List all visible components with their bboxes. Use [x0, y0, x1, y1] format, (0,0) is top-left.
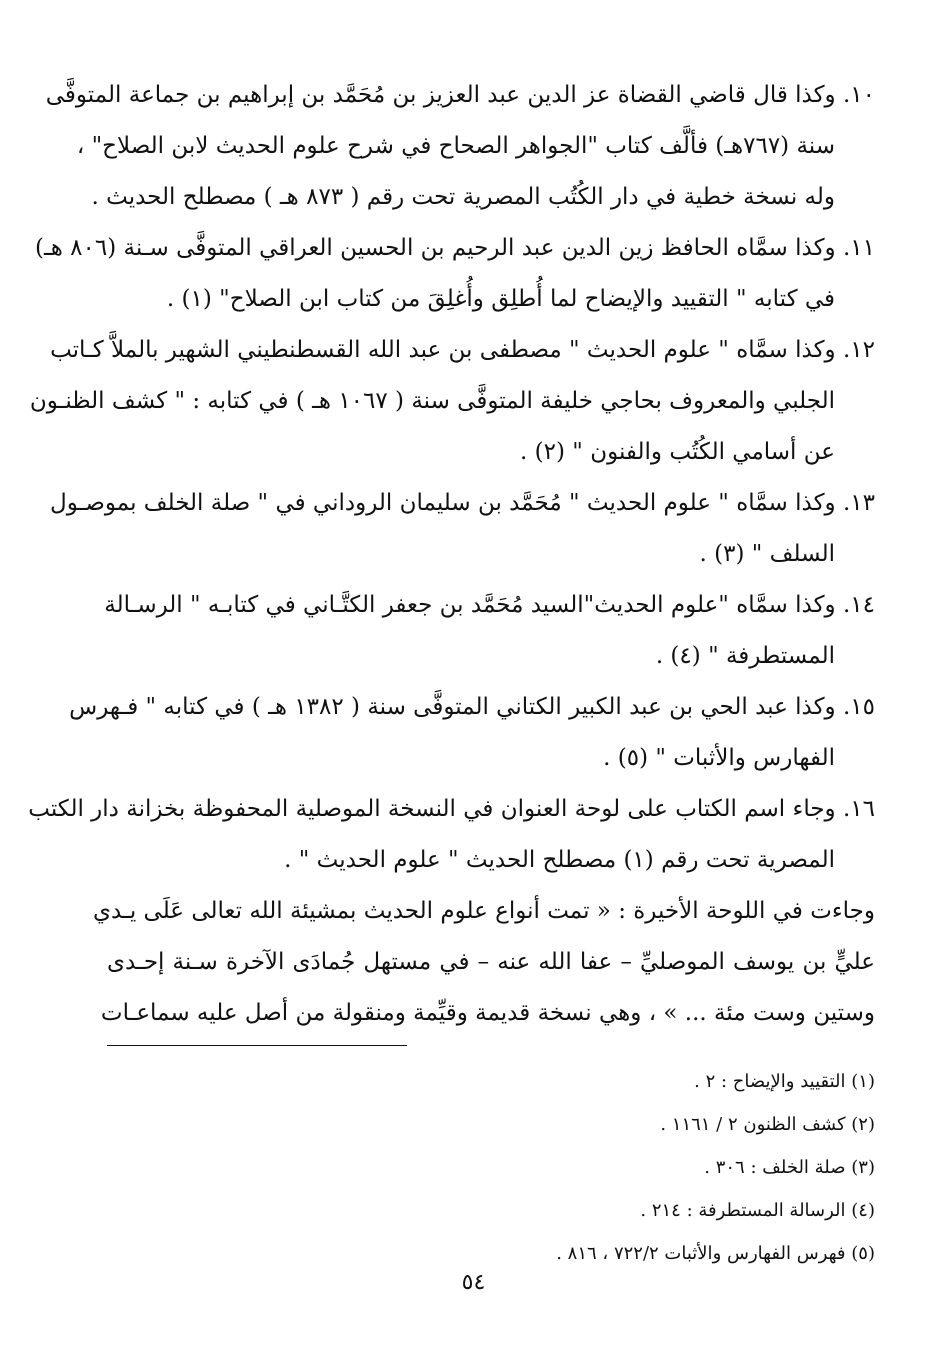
footnote-2: (٢) كشف الظنون ٢ / ١١٦١ . [660, 1114, 875, 1135]
paragraph-line-2: عليٍّ بن يوسف الموصليِّ – عفا الله عنه – في مستهل جُمادَى الآخرة سـنة إحـدى [107, 949, 875, 975]
item-12-line-2: الجلبي والمعروف بحاجي خليفة المتوفَّى سنة ( ١٠٦٧ هـ ) في كتابه : " كشف الظنـون [29, 388, 835, 414]
footnote-divider [107, 1045, 407, 1046]
item-16-line-1: ١٦. وجاء اسم الكتاب على لوحة العنوان في النسخة الموصلية المحفوظة بخزانة دار الكتب [28, 796, 875, 822]
item-14-line-1: ١٤. وكذا سمَّاه "علوم الحديث"السيد مُحَمَّد بن جعفر الكتَّـاني في كتابـه " الرسـالة [104, 592, 875, 618]
footnote-4: (٤) الرسالة المستطرفة : ٢١٤ . [640, 1200, 875, 1221]
footnote-5: (٥) فهرس الفهارس والأثبات ٧٢٢/٢ ، ٨١٦ . [556, 1243, 875, 1264]
item-11-line-1: ١١. وكذا سمَّاه الحافظ زين الدين عبد الرحيم بن الحسين العراقي المتوفَّى سـنة (٨٠٦ هـ) [34, 235, 875, 261]
item-15-line-2: الفهارس والأثبات " (٥) . [603, 745, 835, 771]
item-10-line-1: ١٠. وكذا قال قاضي القضاة عز الدين عبد العزيز بن مُحَمَّد بن إبراهيم بن جماعة المتوفَّى [45, 82, 875, 108]
paragraph-line-3: وستين وست مئة ... » ، وهي نسخة قديمة وقيِّمة ومنقولة من أصل عليه سماعـات [100, 1000, 875, 1026]
item-12-line-3: عن أسامي الكُتُب والفنون " (٢) . [520, 439, 835, 465]
footnotes [107, 1060, 875, 1275]
item-11-line-2: في كتابه " التقييد والإيضاح لما أُطلِق وأُغلِقَ من كتاب ابن الصلاح" (١) . [166, 286, 835, 312]
main-text [28, 70, 875, 1039]
item-16-line-2: المصرية تحت رقم (١) مصطلح الحديث " علوم الحديث " . [284, 847, 835, 873]
item-14-line-2: المستطرفة " (٤) . [655, 643, 835, 669]
footnote-3: (٣) صلة الخلف : ٣٠٦ . [704, 1157, 875, 1178]
item-12-line-1: ١٢. وكذا سمَّاه " علوم الحديث " مصطفى بن عبد الله القسطنطيني الشهير بالملاَّ كـاتب [50, 337, 875, 363]
item-10-line-2: سنة (٧٦٧هـ) فألَّف كتاب "الجواهر الصحاح في شرح علوم الحديث لابن الصلاح" ، [76, 133, 835, 159]
item-13-line-1: ١٣. وكذا سمَّاه " علوم الحديث " مُحَمَّد بن سليمان الروداني في " صلة الخلف بموصـول [50, 490, 875, 516]
item-13-line-2: السلف " (٣) . [699, 541, 835, 567]
item-10-line-3: وله نسخة خطية في دار الكُتُب المصرية تحت رقم ( ٨٧٣ هـ ) مصطلح الحديث . [91, 184, 835, 210]
paragraph-line-1: وجاءت في اللوحة الأخيرة : « تمت أنواع علوم الحديث بمشيئة الله تعالى عَلَى يـدي [93, 898, 875, 924]
item-15-line-1: ١٥. وكذا عبد الحي بن عبد الكبير الكتاني المتوفَّى سنة ( ١٣٨٢ هـ ) في كتابه " فـهرس [69, 694, 875, 720]
footnote-1: (١) التقييد والإيضاح : ٢ . [694, 1071, 875, 1092]
page-number: ٥٤ [461, 1270, 486, 1295]
